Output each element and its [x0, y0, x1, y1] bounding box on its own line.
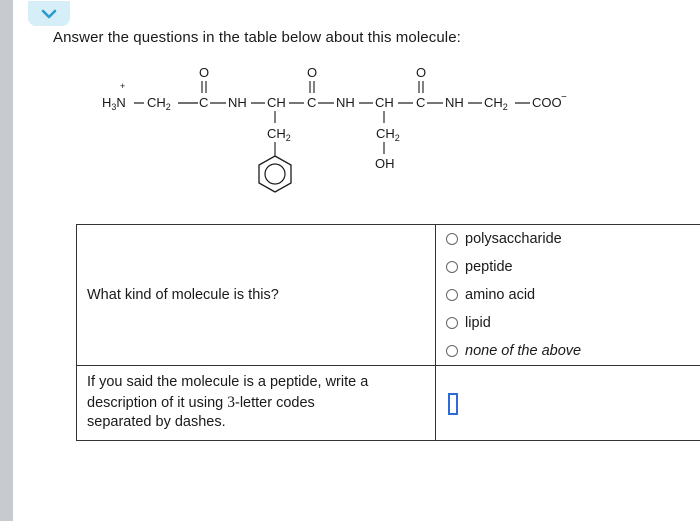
question-1-text: What kind of molecule is this? [87, 287, 279, 303]
alpha-ch-2: CH [375, 95, 394, 110]
carbonyl-carbon-3: C [416, 95, 426, 110]
peptide-sequence-input[interactable] [448, 393, 458, 415]
radio-button[interactable] [446, 233, 458, 245]
carbonyl-carbon-2: C [307, 95, 317, 110]
chevron-down-icon [41, 8, 57, 20]
option-lipid[interactable] [446, 309, 700, 337]
option-label: lipid [465, 315, 491, 331]
side-chain-ch2-1: $CH_2$ [267, 126, 291, 143]
option-amino-acid[interactable] [446, 281, 700, 309]
question-table [76, 224, 700, 441]
question-2-line-1: If you said the molecule is a peptide, write a [87, 374, 369, 391]
option-label: polysaccharide [465, 231, 562, 247]
table-row [77, 366, 700, 441]
option-none-of-the-above[interactable] [446, 337, 700, 365]
option-peptide[interactable] [446, 253, 700, 281]
answer-2-cell [436, 366, 700, 441]
ch2-glycine: $CH_2$ [147, 95, 171, 112]
n-terminus: $H_3N$ [102, 95, 126, 112]
c-terminus: COO [532, 95, 562, 110]
radio-button[interactable] [446, 289, 458, 301]
option-label: peptide [465, 259, 513, 275]
plus-charge: + [120, 81, 126, 91]
question-1-cell [77, 225, 436, 366]
collapse-toggle-button[interactable] [28, 1, 70, 26]
benzene-ring [259, 156, 291, 192]
question-2-line-3: separated by dashes. [87, 414, 226, 431]
question-2-text [87, 373, 435, 433]
molecule-type-options [436, 225, 700, 365]
oxygen-1: O [199, 65, 210, 80]
hydroxyl: OH [375, 156, 395, 171]
radio-button[interactable] [446, 345, 458, 357]
radio-button[interactable] [446, 261, 458, 273]
option-label: none of the above [465, 343, 582, 359]
left-sidebar-strip [0, 0, 13, 521]
minus-charge: − [561, 92, 567, 103]
answer-1-cell [436, 225, 700, 366]
molecule-structure [90, 60, 590, 200]
nh-3: NH [445, 95, 464, 110]
option-polysaccharide[interactable] [446, 225, 700, 253]
oxygen-2: O [307, 65, 318, 80]
question-prompt: Answer the questions in the table below about this molecule: [53, 29, 461, 46]
nh-2: NH [336, 95, 355, 110]
side-chain-ch2-2: $CH_2$ [376, 126, 400, 143]
question-2-line-2: description of it using 3-letter codes [87, 393, 315, 411]
carbonyl-carbon-1: C [199, 95, 209, 110]
oxygen-3: O [416, 65, 427, 80]
table-row [77, 225, 700, 366]
nh-1: NH [228, 95, 247, 110]
option-label: amino acid [465, 287, 536, 303]
question-2-cell [77, 366, 436, 441]
radio-button[interactable] [446, 317, 458, 329]
ch2-glycine-2: $CH_2$ [484, 95, 508, 112]
alpha-ch-1: CH [267, 95, 286, 110]
